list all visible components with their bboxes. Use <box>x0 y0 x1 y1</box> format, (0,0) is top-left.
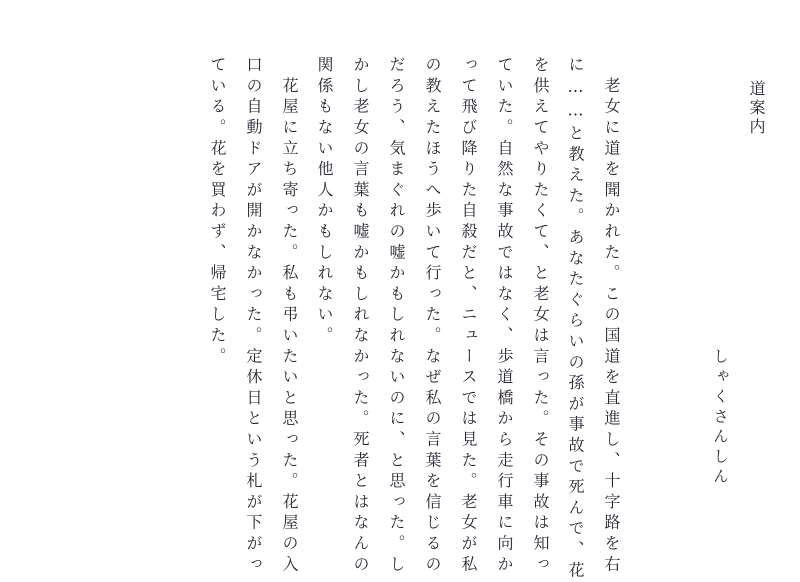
text-column-11: 口の自動ドアが開かなかった。定休日という札が下がっ <box>244 56 263 576</box>
text-column-8: かし老女の言葉も嘘かもしれなかった。死者とはなんの <box>351 56 370 576</box>
text-column-3: を供えてやりたくて、と老女は言った。その事故は知っ <box>531 56 550 576</box>
author-name: しゃくさんしん <box>711 348 729 488</box>
document-title: 道案内 <box>747 80 766 137</box>
text-column-7: だろう、気まぐれの嘘かもしれないのに、と思った。し <box>387 56 406 576</box>
text-column-1: 老女に道を聞かれた。この国道を直進し、十字路を右 <box>602 56 621 576</box>
text-column-12: ている。花を買わず、帰宅した。 <box>208 56 227 368</box>
text-column-4: ていた。自然な事故ではなく、歩道橋から走行車に向か <box>495 56 514 576</box>
text-column-10: 花屋に立ち寄った。私も弔いたいと思った。花屋の入 <box>280 56 299 576</box>
text-column-5: って飛び降りた自殺だと、ニュースでは見た。老女が私 <box>459 56 478 576</box>
text-column-6: の教えたほうへ歩いて行った。なぜ私の言葉を信じるの <box>423 56 442 576</box>
text-column-2: に……と教えた。あなたぐらいの孫が事故で死んで、花 <box>566 56 585 582</box>
text-column-9: 関係もない他人かもしれない。 <box>315 56 334 348</box>
